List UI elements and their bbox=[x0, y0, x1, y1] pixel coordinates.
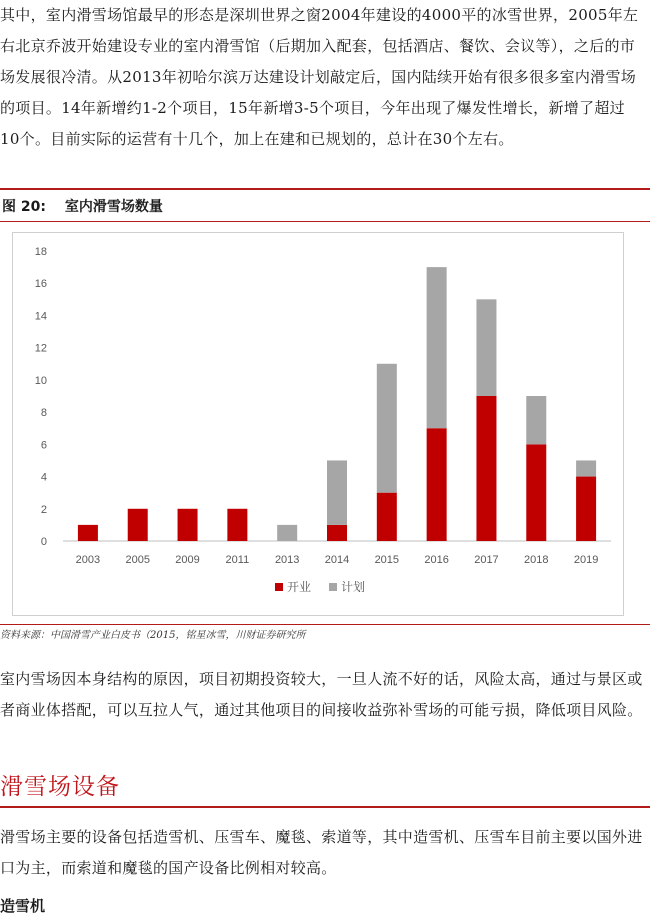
bar-planned-2017 bbox=[476, 299, 496, 396]
bar-opened-2019 bbox=[576, 477, 596, 541]
x-tick-label: 2005 bbox=[125, 554, 150, 566]
y-tick-label: 4 bbox=[40, 471, 47, 484]
y-tick-label: 2 bbox=[40, 503, 47, 516]
y-tick-label: 12 bbox=[34, 342, 47, 355]
intro-paragraph: 其中，室内滑雪场馆最早的形态是深圳世界之窗2004年建设的4000平的冰雪世界，2005年左右北京乔波开始建设专业的室内滑雪馆（后期加入配套，包括酒店、餐饮、会议等），之后的市场发展很冷清。从2013年初哈尔滨万达建设计划敲定后，国内陆续开始有很多很多室内滑雪场的项目。14年新增约1-2个项目，15年新增3-5个项目，今年出现了爆发性增长，新增了超过10个。目前实际的运营有十几个，加上在建和已规划的，总计在30个左右。 bbox=[0, 6, 639, 148]
equipment-paragraph: 滑雪场主要的设备包括造雪机、压雪车、魔毯、索道等，其中造雪机、压雪车目前主要以国外进口为主，而索道和魔毯的国产设备比例相对较高。 bbox=[0, 828, 643, 877]
bar-opened-2015 bbox=[377, 493, 397, 541]
bar-opened-2003 bbox=[78, 525, 98, 541]
x-tick-label: 2017 bbox=[474, 554, 499, 566]
source-note: 资料来源：中国滑雪产业白皮书（2015，铭星冰雪，川财证券研究所 bbox=[0, 624, 650, 647]
subsection-heading: 造雪机 bbox=[0, 897, 46, 915]
y-tick-label: 18 bbox=[34, 246, 47, 258]
stacked-bar-chart bbox=[13, 233, 625, 617]
legend-label: 开业 bbox=[287, 580, 312, 594]
x-tick-label: 2014 bbox=[324, 554, 350, 566]
chart-frame bbox=[12, 232, 624, 616]
bar-opened-2009 bbox=[178, 509, 198, 541]
x-tick-label: 2015 bbox=[374, 554, 400, 566]
bar-planned-2016 bbox=[427, 267, 447, 428]
y-tick-label: 6 bbox=[40, 439, 47, 452]
bar-planned-2018 bbox=[526, 396, 546, 444]
x-tick-label: 2019 bbox=[573, 554, 599, 566]
y-tick-label: 8 bbox=[40, 407, 47, 420]
bar-planned-2019 bbox=[576, 460, 596, 476]
x-tick-label: 2013 bbox=[274, 554, 300, 566]
y-tick-label: 16 bbox=[34, 278, 47, 291]
figure-caption: 室内滑雪场数量 bbox=[64, 199, 163, 215]
bar-opened-2014 bbox=[327, 525, 347, 541]
figure-title bbox=[0, 188, 650, 222]
legend-label: 计划 bbox=[341, 580, 366, 594]
y-tick-label: 10 bbox=[34, 374, 47, 387]
bar-opened-2018 bbox=[526, 444, 546, 541]
y-tick-label: 0 bbox=[40, 536, 47, 548]
bar-planned-2015 bbox=[377, 364, 397, 493]
bar-opened-2016 bbox=[427, 428, 447, 541]
x-tick-label: 2016 bbox=[424, 554, 449, 566]
bar-opened-2005 bbox=[128, 509, 148, 541]
y-tick-label: 14 bbox=[34, 310, 47, 323]
legend-swatch bbox=[275, 583, 283, 591]
bar-opened-2017 bbox=[476, 396, 496, 541]
bar-planned-2013 bbox=[277, 525, 297, 541]
legend-swatch bbox=[329, 583, 337, 591]
x-tick-label: 2003 bbox=[75, 554, 101, 566]
section-divider bbox=[0, 806, 650, 808]
bar-planned-2014 bbox=[327, 460, 347, 524]
x-tick-label: 2018 bbox=[524, 554, 549, 566]
x-tick-label: 2011 bbox=[225, 554, 250, 566]
bar-opened-2011 bbox=[227, 509, 247, 541]
risk-paragraph: 室内雪场因本身结构的原因，项目初期投资较大，一旦人流不好的话，风险太高，通过与景区或者商业体搭配，可以互拉人气，通过其他项目的间接收益弥补雪场的可能亏损，降低项目风险。 bbox=[0, 670, 643, 719]
section-heading: 滑雪场设备 bbox=[0, 774, 120, 800]
x-tick-label: 2009 bbox=[175, 554, 200, 566]
figure-label: 图 20: bbox=[2, 199, 46, 215]
